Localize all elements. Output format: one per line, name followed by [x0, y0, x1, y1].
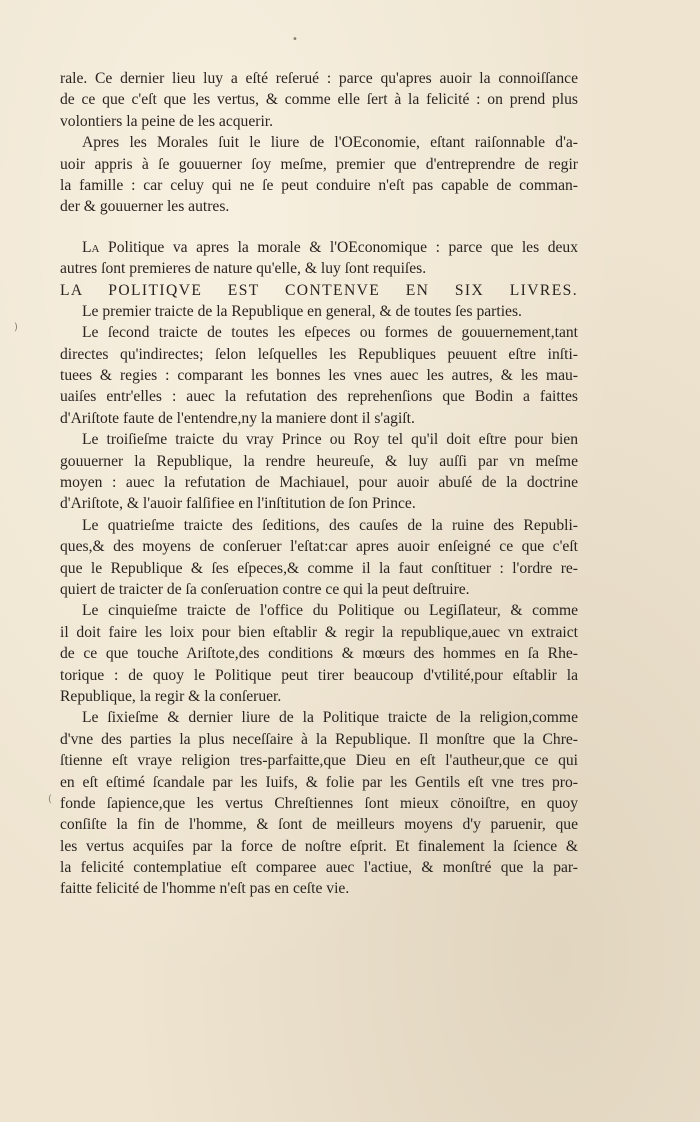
paragraph-line: volontiers la peine de les acquerir.	[60, 112, 274, 130]
book-summary-line: d'vne des parties la plus neceſſaire à la Republique. Il monſtre que la Chre-	[60, 730, 578, 748]
book-summary-line: il doit faire les loix pour bien eſtablir & regir la republique,auec vn extraict	[60, 623, 578, 641]
section-heading: LA POLITIQVE EST CONTENVE EN SIX LIVRES.	[60, 281, 578, 299]
book-summary-line: fonde ſapience,que les vertus Chreſtiennes ſont mieux cönoiſtre, en quoy	[60, 794, 578, 812]
paragraph-gap	[60, 218, 578, 237]
paragraph-line: rale. Ce dernier lieu luy a eſté reſerué : parce qu'apres auoir la connoiſſance	[60, 70, 578, 87]
paragraph-line: uoir appris à ſe gouuerner ſoy meſme, premier que d'entreprendre de regir	[60, 155, 578, 173]
book-summary-line: en eſt eſtimé ſcandale par les Iuifs, & folie par les Gentils eſt vne tres pro-	[60, 773, 578, 791]
book-summary-line: moyen : auec la refutation de Machiauel, pour auoir abuſé de la doctrine	[60, 474, 578, 492]
book-summary-line: d'Ariſtote faute de l'entendre,ny la maniere dont il s'agiſt.	[60, 409, 415, 427]
book-summary-line: faitte felicité de l'homme n'eſt pas en ceſte vie.	[60, 880, 350, 898]
book-summary-line: tuees & regies : comparant les bonnes les vnes auec les autres, & les mau-	[60, 367, 578, 385]
book-summary-line: Le ſecond traicte de toutes les eſpeces ou formes de gouuernement,tant	[82, 324, 578, 342]
book-summary-line: Le ſixieſme & dernier liure de la Politique traicte de la religion,comme	[82, 709, 578, 727]
margin-mark-top: •	[292, 34, 298, 45]
book-summary-line: gouuerner la Republique, la rendre heureuſe, & luy auſſi par vn meſme	[60, 452, 578, 470]
paragraph-line: la famille : car celuy qui ne ſe peut conduire n'eſt pas capable de comman-	[60, 176, 578, 194]
book-summary-line: les vertus acquiſes par la force de noſtre eſprit. Et finalement la ſcience &	[60, 837, 578, 855]
book-summary-line: ques,& des moyens de conſeruer l'eſtat:car apres auoir enſeigné ce que c'eſt	[60, 538, 578, 556]
book-summary-line: d'Ariſtote, & l'auoir falſifiee en l'inſtitution de ſon Prince.	[60, 495, 416, 513]
paragraph-line: autres ſont premieres de nature qu'elle, & luy ſont requiſes.	[60, 260, 427, 278]
paragraph-line: Apres les Morales ſuit le liure de l'OEconomie, eſtant raiſonnable d'a-	[82, 134, 578, 152]
book-summary-line: Le premier traicte de la Republique en general, & de toutes ſes parties.	[82, 302, 522, 320]
body-text	[60, 68, 578, 900]
book-summary-line: Le troiſieſme traicte du vray Prince ou Roy tel qu'il doit eſtre pour bien	[82, 431, 578, 449]
margin-mark-left-lower: (	[48, 794, 52, 805]
book-summary-line: Le quatrieſme traicte des ſeditions, des cauſes de la ruine des Republi-	[82, 516, 578, 534]
book-summary-line: Le cinquieſme traicte de l'office du Politique ou Legiſlateur, & comme	[82, 602, 578, 620]
book-summary-line: directes qu'indirectes; ſelon leſquelles les Republiques peuuent eſtre inſti-	[60, 345, 578, 363]
lead-word: La	[82, 238, 100, 256]
book-summary-line: que le Republique & ſes eſpeces,& comme il la faut conſtituer : l'ordre re-	[60, 559, 578, 577]
paragraph-line: La Politique va apres la morale & l'OEconomique : parce que les deux	[82, 238, 578, 256]
book-summary-line: ſtienne eſt vraye religion tres-parfaitte,que Dieu en eſt l'autheur,que ce qui	[60, 752, 578, 770]
book-summary-line: conſiſte la fin de l'homme, & ſont de meilleurs moyens d'y paruenir, que	[60, 816, 578, 834]
book-summary-line: la felicité contemplatiue eſt comparee auec l'actiue, & monſtré que la par-	[60, 859, 578, 877]
book-summary-line: quiert de traicter de ſa conſeruation contre ce qui la peut deſtruire.	[60, 580, 470, 598]
paragraph-line: de ce que c'eſt que les vertus, & comme elle ſert à la felicité : on prend plus	[60, 91, 578, 109]
book-summary-line: Republique, la regir & la conſeruer.	[60, 687, 282, 705]
margin-mark-left: )	[14, 322, 18, 333]
book-summary-line: torique : de quoy le Politique peut tirer beaucoup d'vtilité,pour eſtablir la	[60, 666, 578, 684]
book-summary-line: de ce que touche Ariſtote,des conditions & mœurs des hommes en ſa Rhe-	[60, 645, 578, 663]
book-summary-line: uaiſes entr'elles : auec la refutation des reprehenſions que Bodin a faittes	[60, 388, 578, 406]
paragraph-line: der & gouuerner les autres.	[60, 198, 230, 216]
